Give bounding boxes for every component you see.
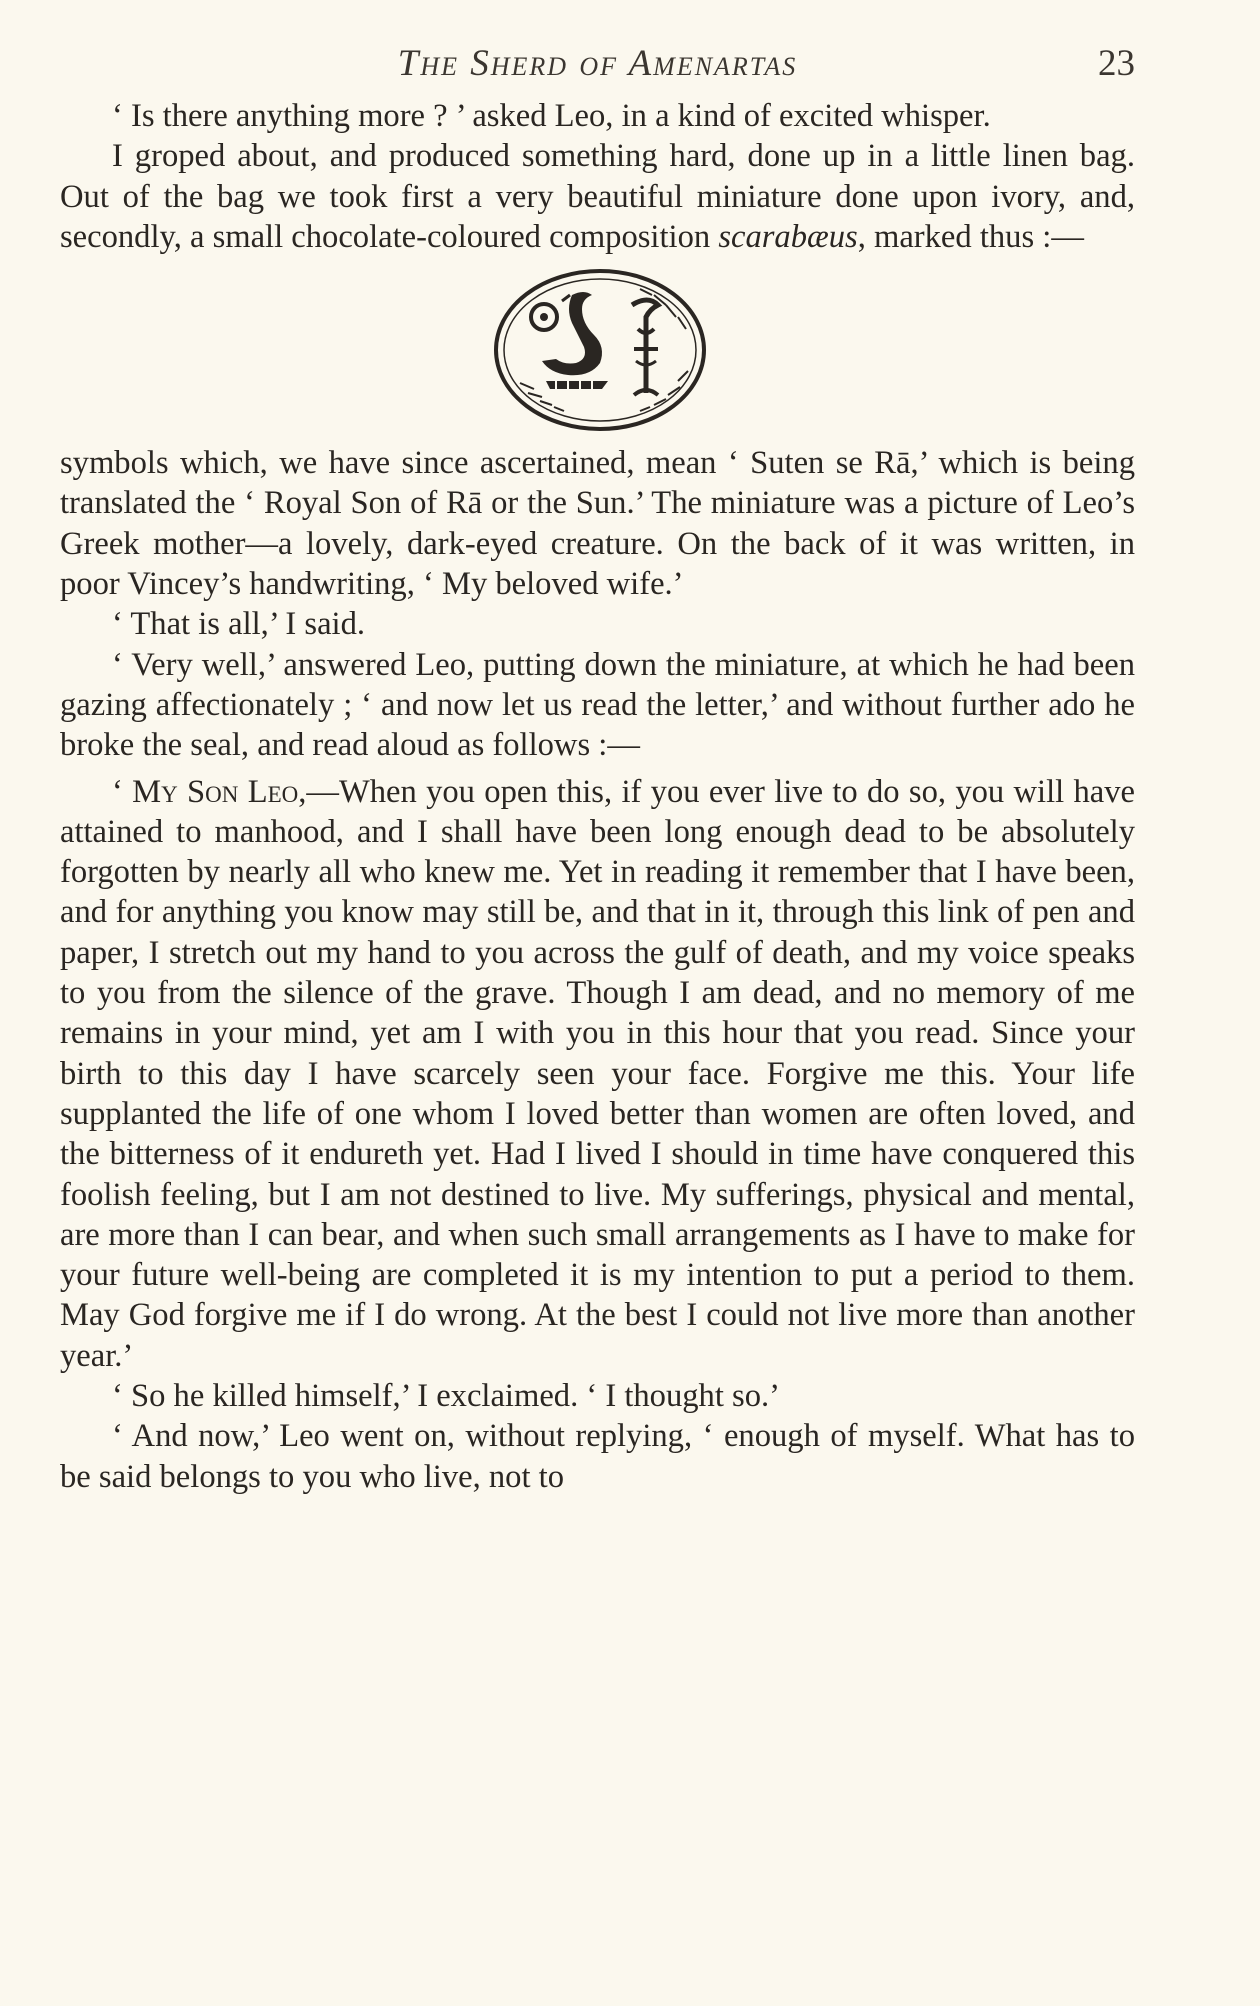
letter-body: ,—When you open this, if you ever live to do so, you will have attained to manhood, and I shall have been long enough dead to be absolutely forgotten by nearly all who knew me. Yet in reading it remember that I have been, and for anything you know may still be, and that in it, through this link of pen and paper, I stretch out my hand to you across the gulf of death, and my voice speaks to you from the silence of the grave. Though I am dead, and no memory of me remains in your mind, yet am I with you in this hour that you read. Since your birth to this day I have scarcely seen your face. Forgive me this. Your life supplanted the life of one whom I loved better than women are often loved, and the bitterness of it endureth yet. Had I lived I should in time have conquered this foolish feeling, but I am not destined to live. My sufferings, physical and mental, are more than I can bear, and when such small arrangements as I have to make for your future well-being are completed it is my intention to put a period to them. May God forgive me if I do wrong. At the best I could not live more than another year.’ bbox=[60, 773, 1136, 1374]
scarab-cartouche-icon bbox=[490, 265, 710, 435]
running-head bbox=[60, 36, 1135, 96]
scarab-seal bbox=[60, 265, 1135, 443]
running-title: The Sherd of Amenartas bbox=[397, 43, 798, 84]
body-text bbox=[60, 96, 1135, 1497]
scarabaeus-word: scarabæus bbox=[718, 218, 858, 255]
letter-salutation: My Son Leo bbox=[132, 773, 299, 810]
paragraph-5: ‘ Very well,’ answered Leo, putting down the miniature, at which he had been gazing affectionately ; ‘ and now let us read the letter,’ and without further ado he broke the seal, and read aloud as follows :— bbox=[60, 646, 1135, 764]
paragraph-2-text-a: I groped about, and produced something hard, done up in a little linen bag. Out of the bag we took first a very beautiful miniature done upon ivory, and, secondly, a small chocolate-coloured composition bbox=[60, 138, 1135, 255]
book-page bbox=[60, 36, 1135, 1497]
paragraph-3: symbols which, we have since ascertained, mean ‘ Suten se Rā,’ which is being translated the ‘ Royal Son of Rā or the Sun.’ The miniature was a picture of Leo’s Greek mother—a lovely, dark-eyed creature. On the back of it was written, in poor Vincey’s handwriting, ‘ My beloved wife.’ bbox=[60, 445, 1135, 603]
paragraph-8: ‘ And now,’ Leo went on, without replying, ‘ enough of myself. What has to be said belongs to you who live, not to bbox=[60, 1418, 1135, 1495]
paragraph-7: ‘ So he killed himself,’ I exclaimed. ‘ I thought so.’ bbox=[112, 1378, 780, 1415]
paragraph-6 bbox=[60, 772, 1135, 1376]
paragraph-2-text-b: , marked thus :— bbox=[857, 218, 1084, 255]
paragraph-1: ‘ Is there anything more ? ’ asked Leo, in a kind of excited whisper. bbox=[112, 98, 991, 134]
letter-quote-open: ‘ bbox=[112, 773, 133, 810]
paragraph-4: ‘ That is all,’ I said. bbox=[112, 606, 366, 643]
page-number: 23 bbox=[1098, 43, 1135, 84]
paragraph-2 bbox=[60, 136, 1135, 257]
